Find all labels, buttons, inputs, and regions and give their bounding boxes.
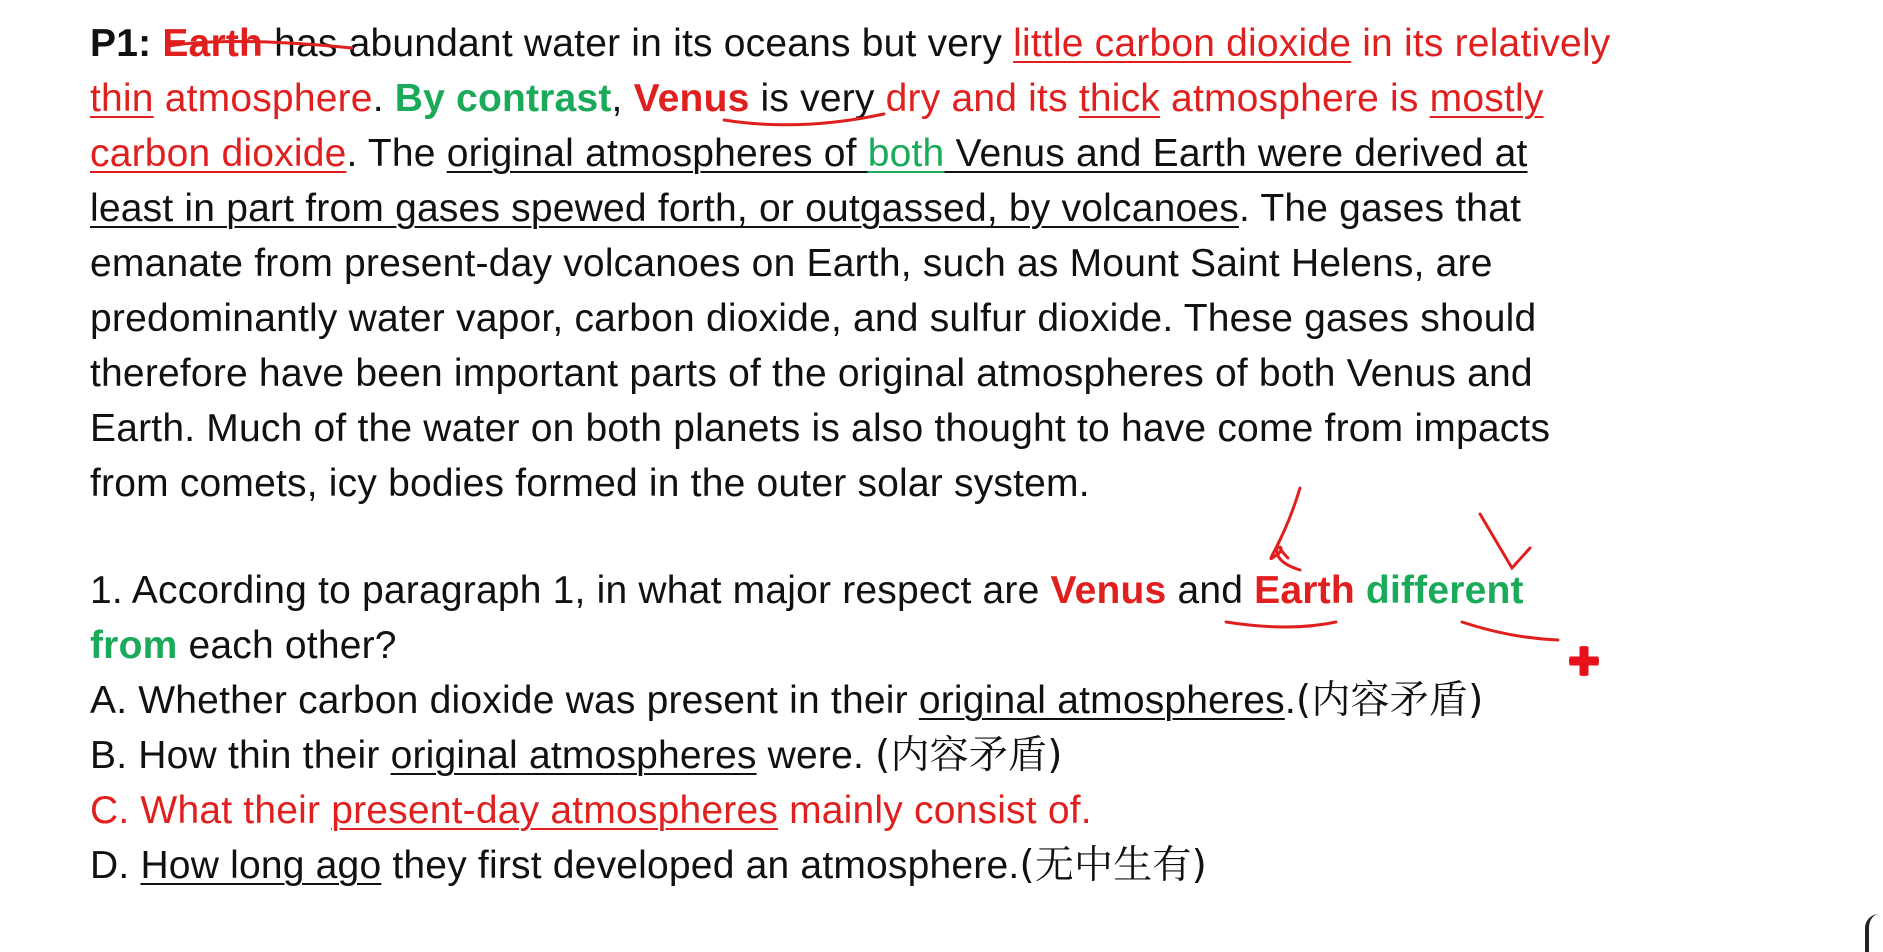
text-run: B. How thin their (90, 734, 391, 777)
passage-line-3 (90, 126, 1870, 181)
thin-highlight: thin (90, 77, 154, 120)
text-run: in its relatively (1351, 22, 1611, 65)
text-run: atmosphere is (1160, 77, 1430, 120)
passage-line-9: from comets, icy bodies formed in the outer solar system. (90, 462, 1090, 505)
option-d (90, 838, 1870, 893)
both-highlight: both (867, 132, 945, 175)
text-run: has abundant water in its oceans but very (263, 22, 1014, 65)
original-atmospheres-underline: original atmospheres of (446, 132, 868, 175)
paragraph-label: P1: (90, 22, 152, 65)
question-different: different (1365, 569, 1524, 612)
passage-paragraph (90, 16, 1870, 511)
passage-line-8: Earth. Much of the water on both planets is also thought to have come from impacts (90, 407, 1551, 450)
text-run: . (1284, 679, 1296, 722)
option-b-underline: original atmospheres (390, 734, 757, 777)
carbon-dioxide-highlight: carbon dioxide (90, 132, 347, 175)
text-run: , (611, 77, 634, 120)
option-d-underline: How long ago (140, 844, 382, 887)
by-contrast-highlight: By contrast (394, 77, 612, 120)
option-c-correct (90, 783, 1870, 838)
text-run: each other? (177, 624, 397, 667)
venus-highlight: Venus (633, 77, 750, 120)
text-run: and (1166, 569, 1255, 612)
passage-line-1 (90, 16, 1870, 71)
question-line-2 (90, 618, 1870, 673)
little-carbon-dioxide-highlight: little carbon dioxide (1013, 22, 1352, 65)
text-run: 1. According to paragraph 1, in what major respect are (90, 569, 1051, 612)
corner-mark (1865, 914, 1883, 952)
text-run: is very (749, 77, 886, 120)
option-b-note: (内容矛盾) (875, 733, 1063, 778)
text-run: mainly consist of. (778, 789, 1092, 832)
option-b (90, 728, 1870, 783)
volcanoes-underline: least in part from gases spewed forth, or outgassed, by volcanoes (90, 187, 1239, 230)
passage-line-5: emanate from present-day volcanoes on Earth, such as Mount Saint Helens, are (90, 242, 1493, 285)
spacer (90, 511, 1870, 563)
thick-highlight: thick (1078, 77, 1161, 120)
passage-line-4 (90, 181, 1870, 236)
earth-highlight: Earth (162, 22, 264, 65)
text-run: A. Whether carbon dioxide was present in their (90, 679, 919, 722)
slide-text (90, 16, 1870, 893)
text-run (1355, 569, 1366, 612)
option-c-underline: present-day atmospheres (331, 789, 779, 832)
dry-highlight: dry and its (885, 77, 1079, 120)
mostly-highlight: mostly (1429, 77, 1544, 120)
text-run: atmosphere (153, 77, 373, 120)
text-run: . (372, 77, 395, 120)
text-run: D. (90, 844, 141, 887)
passage-line-7: therefore have been important parts of the original atmospheres of both Venus and (90, 352, 1533, 395)
option-a-note: (内容矛盾) (1295, 678, 1484, 723)
question-earth: Earth (1254, 569, 1355, 612)
text-run: were. (756, 734, 876, 777)
text-run: they first developed an atmosphere. (381, 844, 1020, 887)
option-a-underline: original atmospheres (918, 679, 1285, 722)
passage-line-6: predominantly water vapor, carbon dioxide, and sulfur dioxide. These gases should (90, 297, 1537, 340)
option-a (90, 673, 1870, 728)
text-run: . The (346, 132, 447, 175)
option-d-note: (无中生有) (1019, 843, 1208, 888)
question-venus: Venus (1050, 569, 1167, 612)
passage-line-2 (90, 71, 1870, 126)
text-run: . The gases that (1238, 187, 1522, 230)
question-from: from (90, 624, 178, 667)
question-line-1 (90, 563, 1870, 618)
text-run: C. What their (90, 789, 332, 832)
venus-earth-underline: Venus and Earth were derived at (944, 132, 1528, 175)
question-block (90, 563, 1870, 893)
